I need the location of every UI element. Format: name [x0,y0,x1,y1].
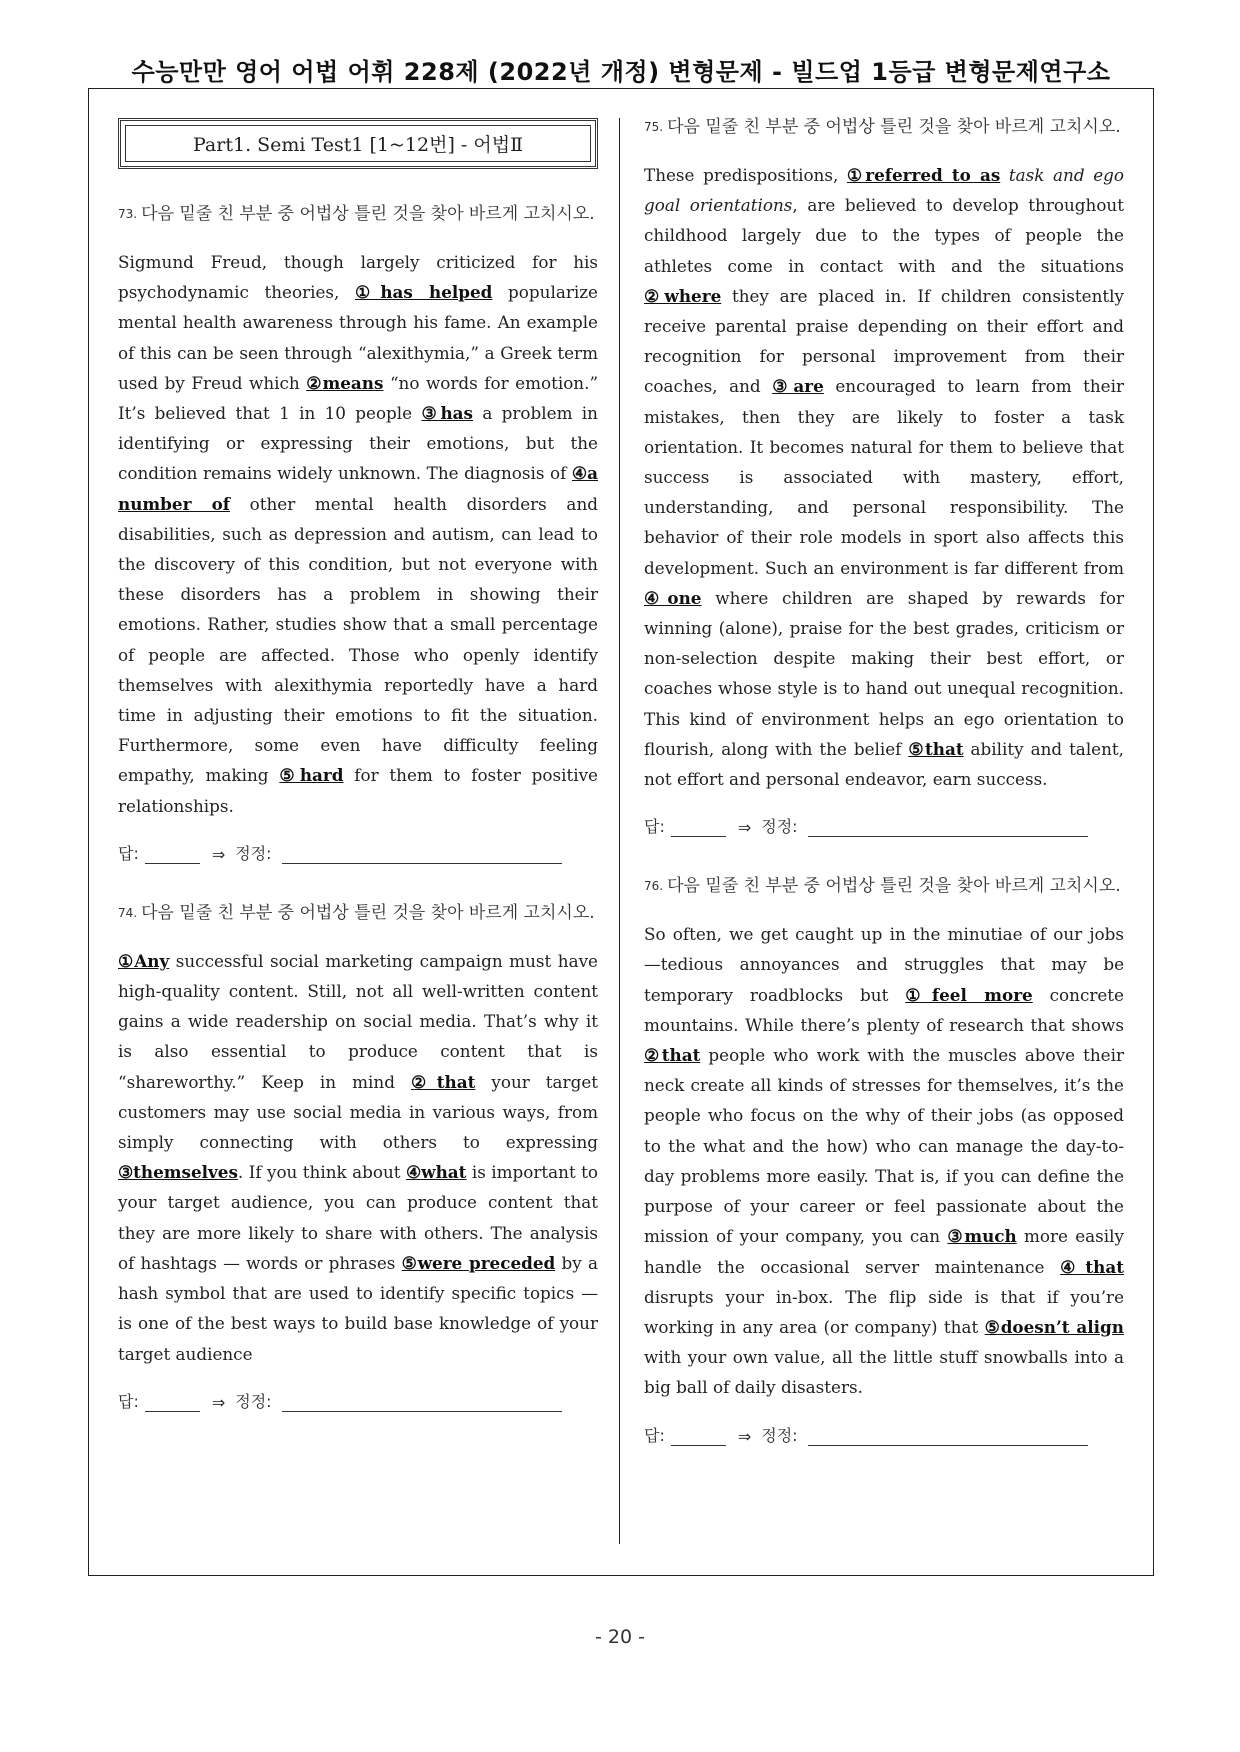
underlined-choice: ①Any [118,950,170,971]
underlined-choice: ③has [421,403,473,424]
answer-label: 답: [118,1391,139,1411]
underlined-choice: ③themselves [118,1162,238,1183]
passage-text: ability and talent, not effort and personal endeavor, earn success. [644,738,1125,790]
passage-text: other mental health disorders and disabilities, such as depression and autism, can lead to the discovery of this condition, but not everyone with these disorders has a problem in showing their emotions. Rather, studies show that a small percentage of people are affected. Those who openly identify themselves with alexithymia reportedly have a hard time in adjusting their emotions to fit the situation. Furthermore, some even have difficulty feeling empathy, making [118,493,598,786]
underlined-choice: ④one [644,587,702,608]
passage-text: These predispositions, [644,165,847,185]
passage-text: “no words for emotion.” It’s believed that 1 in 10 people [118,372,599,424]
passage [118,247,598,821]
correction-label: 정정: [761,817,798,837]
question-prompt-text: 다음 밑줄 친 부분 중 어법상 틀린 것을 찾아 바르게 고치시오. [667,876,1121,897]
right-column [644,112,1124,1480]
question-prompt-text: 다음 밑줄 친 부분 중 어법상 틀린 것을 찾아 바르게 고치시오. [141,902,595,923]
answer-line [644,814,1124,837]
answer-blank[interactable] [671,818,726,837]
underlined-choice: ②that [644,1045,701,1066]
underlined-choice: ③are [772,376,824,397]
underlined-choice: ⑤were preceded [401,1252,556,1273]
left-column [118,118,598,1446]
correction-label: 정정: [235,1391,272,1411]
underlined-choice: ⑤hard [279,765,344,786]
answer-blank[interactable] [671,1427,726,1446]
passage [644,160,1124,794]
passage-text: disrupts your in-box. The flip side is that if you’re working in any area (or company) that [644,1286,1124,1337]
underlined-choice: ④that [1060,1256,1124,1277]
answer-label: 답: [644,1425,665,1445]
page-number: - 20 - [595,1626,645,1648]
column-divider [619,118,620,1544]
underlined-choice: ①referred to as [846,165,1001,185]
question-prompt-text: 다음 밑줄 친 부분 중 어법상 틀린 것을 찾아 바르게 고치시오. [667,117,1121,137]
passage-text: . If you think about [237,1162,406,1183]
arrow-symbol: ⇒ [211,1392,226,1412]
question-prompt-text: 다음 밑줄 친 부분 중 어법상 틀린 것을 찾아 바르게 고치시오. [141,204,595,224]
question-number: 73. [118,207,138,221]
arrow-symbol: ⇒ [737,818,752,838]
question-prompt [644,871,1124,901]
question-74 [118,898,598,1412]
question-75 [644,112,1124,837]
correction-blank[interactable] [808,818,1088,837]
passage-text: they are placed in. If children consistently receive parental praise depending on their effort and recognition for personal improvement from their coaches, and [644,285,1124,397]
answer-label: 답: [644,817,665,837]
passage-text: where children are shaped by rewards for winning (alone), praise for the best grades, criticism or non-selection despite making their best effort, or coaches whose style is to hand out unequal recognition. This kind of environment helps an ego orientation to flourish, along with the belief [644,587,1124,759]
passage-text: with your own value, all the little stuff snowballs into a big ball of daily disasters. [644,1347,1124,1398]
passage-text: a problem in identifying or expressing their emotions, but the condition remains widely unknown. The diagnosis of [118,403,598,484]
question-73 [118,199,598,864]
passage-text: by a hash symbol that are used to identify specific topics — is one of the best ways to build base knowledge of your target audience [118,1252,599,1364]
underlined-choice: ⑤doesn’t align [984,1316,1124,1337]
correction-blank[interactable] [282,1393,562,1412]
underlined-choice: ①feel more [905,984,1033,1005]
underlined-choice: ③much [947,1226,1017,1247]
question-prompt [118,199,598,229]
passage-text: successful social marketing campaign must have high-quality content. Still, not all well-written content gains a wide readership on social media. That’s why it is also essential to produce content that is “shareworthy.” Keep in mind [118,950,598,1092]
passage-text: popularize mental health awareness through his fame. An example of this can be seen through “alexithymia,” a Greek term used by Freud which [118,282,598,393]
question-prompt [644,112,1124,142]
underlined-choice: ②where [644,285,722,306]
underlined-choice: ⑤that [908,738,964,759]
part-title: Part1. Semi Test1 [1~12번] - 어법Ⅱ [125,125,591,162]
correction-blank[interactable] [808,1427,1088,1446]
passage-text: Sigmund Freud, though largely criticized for his psychodynamic theories, [118,252,598,303]
correction-label: 정정: [235,843,272,863]
correction-blank[interactable] [282,845,562,864]
passage [644,919,1124,1402]
answer-line [644,1423,1124,1446]
passage-text: encouraged to learn from their mistakes, then they are likely to foster a task orientation. It becomes natural for them to believe that success is associated with mastery, effort, understanding, and personal responsibility. The behavior of their role models in sport also affects this development. Such an environment is far different from [644,376,1124,578]
underlined-choice: ④a number of [118,463,599,514]
answer-blank[interactable] [145,845,200,864]
underlined-choice: ④what [405,1162,467,1183]
question-prompt [118,898,598,928]
answer-blank[interactable] [145,1393,200,1412]
passage-text: , are believed to develop throughout childhood largely due to the types of people the athletes come in contact with and the situations [644,195,1124,276]
passage-text: task and ego goal orientations [644,165,1124,216]
passage [118,946,598,1369]
underlined-choice: ②means [306,372,384,393]
arrow-symbol: ⇒ [211,844,226,864]
question-76 [644,871,1124,1445]
underlined-choice: ②that [411,1071,476,1092]
question-number: 74. [118,905,138,920]
answer-line [118,1389,598,1412]
underlined-choice: ①has helped [355,282,493,303]
question-number: 76. [644,879,664,894]
arrow-symbol: ⇒ [737,1426,752,1446]
passage-text: is important to your target audience, you can produce content that they are more likely to share with others. The analysis of hashtags — words or phrases [118,1162,598,1273]
correction-label: 정정: [761,1425,798,1445]
answer-label: 답: [118,843,139,863]
passage-text: more easily handle the occasional server maintenance [644,1226,1125,1277]
answer-line [118,841,598,864]
passage-text: for them to foster positive relationships. [118,765,598,816]
passage-text [1000,165,1009,185]
passage-text: your target customers may use social media in various ways, from simply connecting with others to expressing [118,1071,598,1153]
passage-text: So often, we get caught up in the minutiae of our jobs —tedious annoyances and struggles that may be temporary roadblocks but [644,924,1124,1005]
page-header: 수능만만 영어 어법 어휘 228제 (2022년 개정) 변형문제 - 빌드업 1등급 변형문제연구소 [131,58,1111,86]
question-number: 75. [644,120,664,134]
part-title-box [118,118,598,169]
passage-text: people who work with the muscles above their neck create all kinds of stresses for themselves, it’s the people who focus on the why of their jobs (as opposed to the what and the how) who can manage the day-to-day problems more easily. That is, if you can define the purpose of your career or feel passionate about the mission of your company, you can [644,1045,1125,1247]
passage-text: concrete mountains. While there’s plenty of research that shows [644,984,1124,1035]
